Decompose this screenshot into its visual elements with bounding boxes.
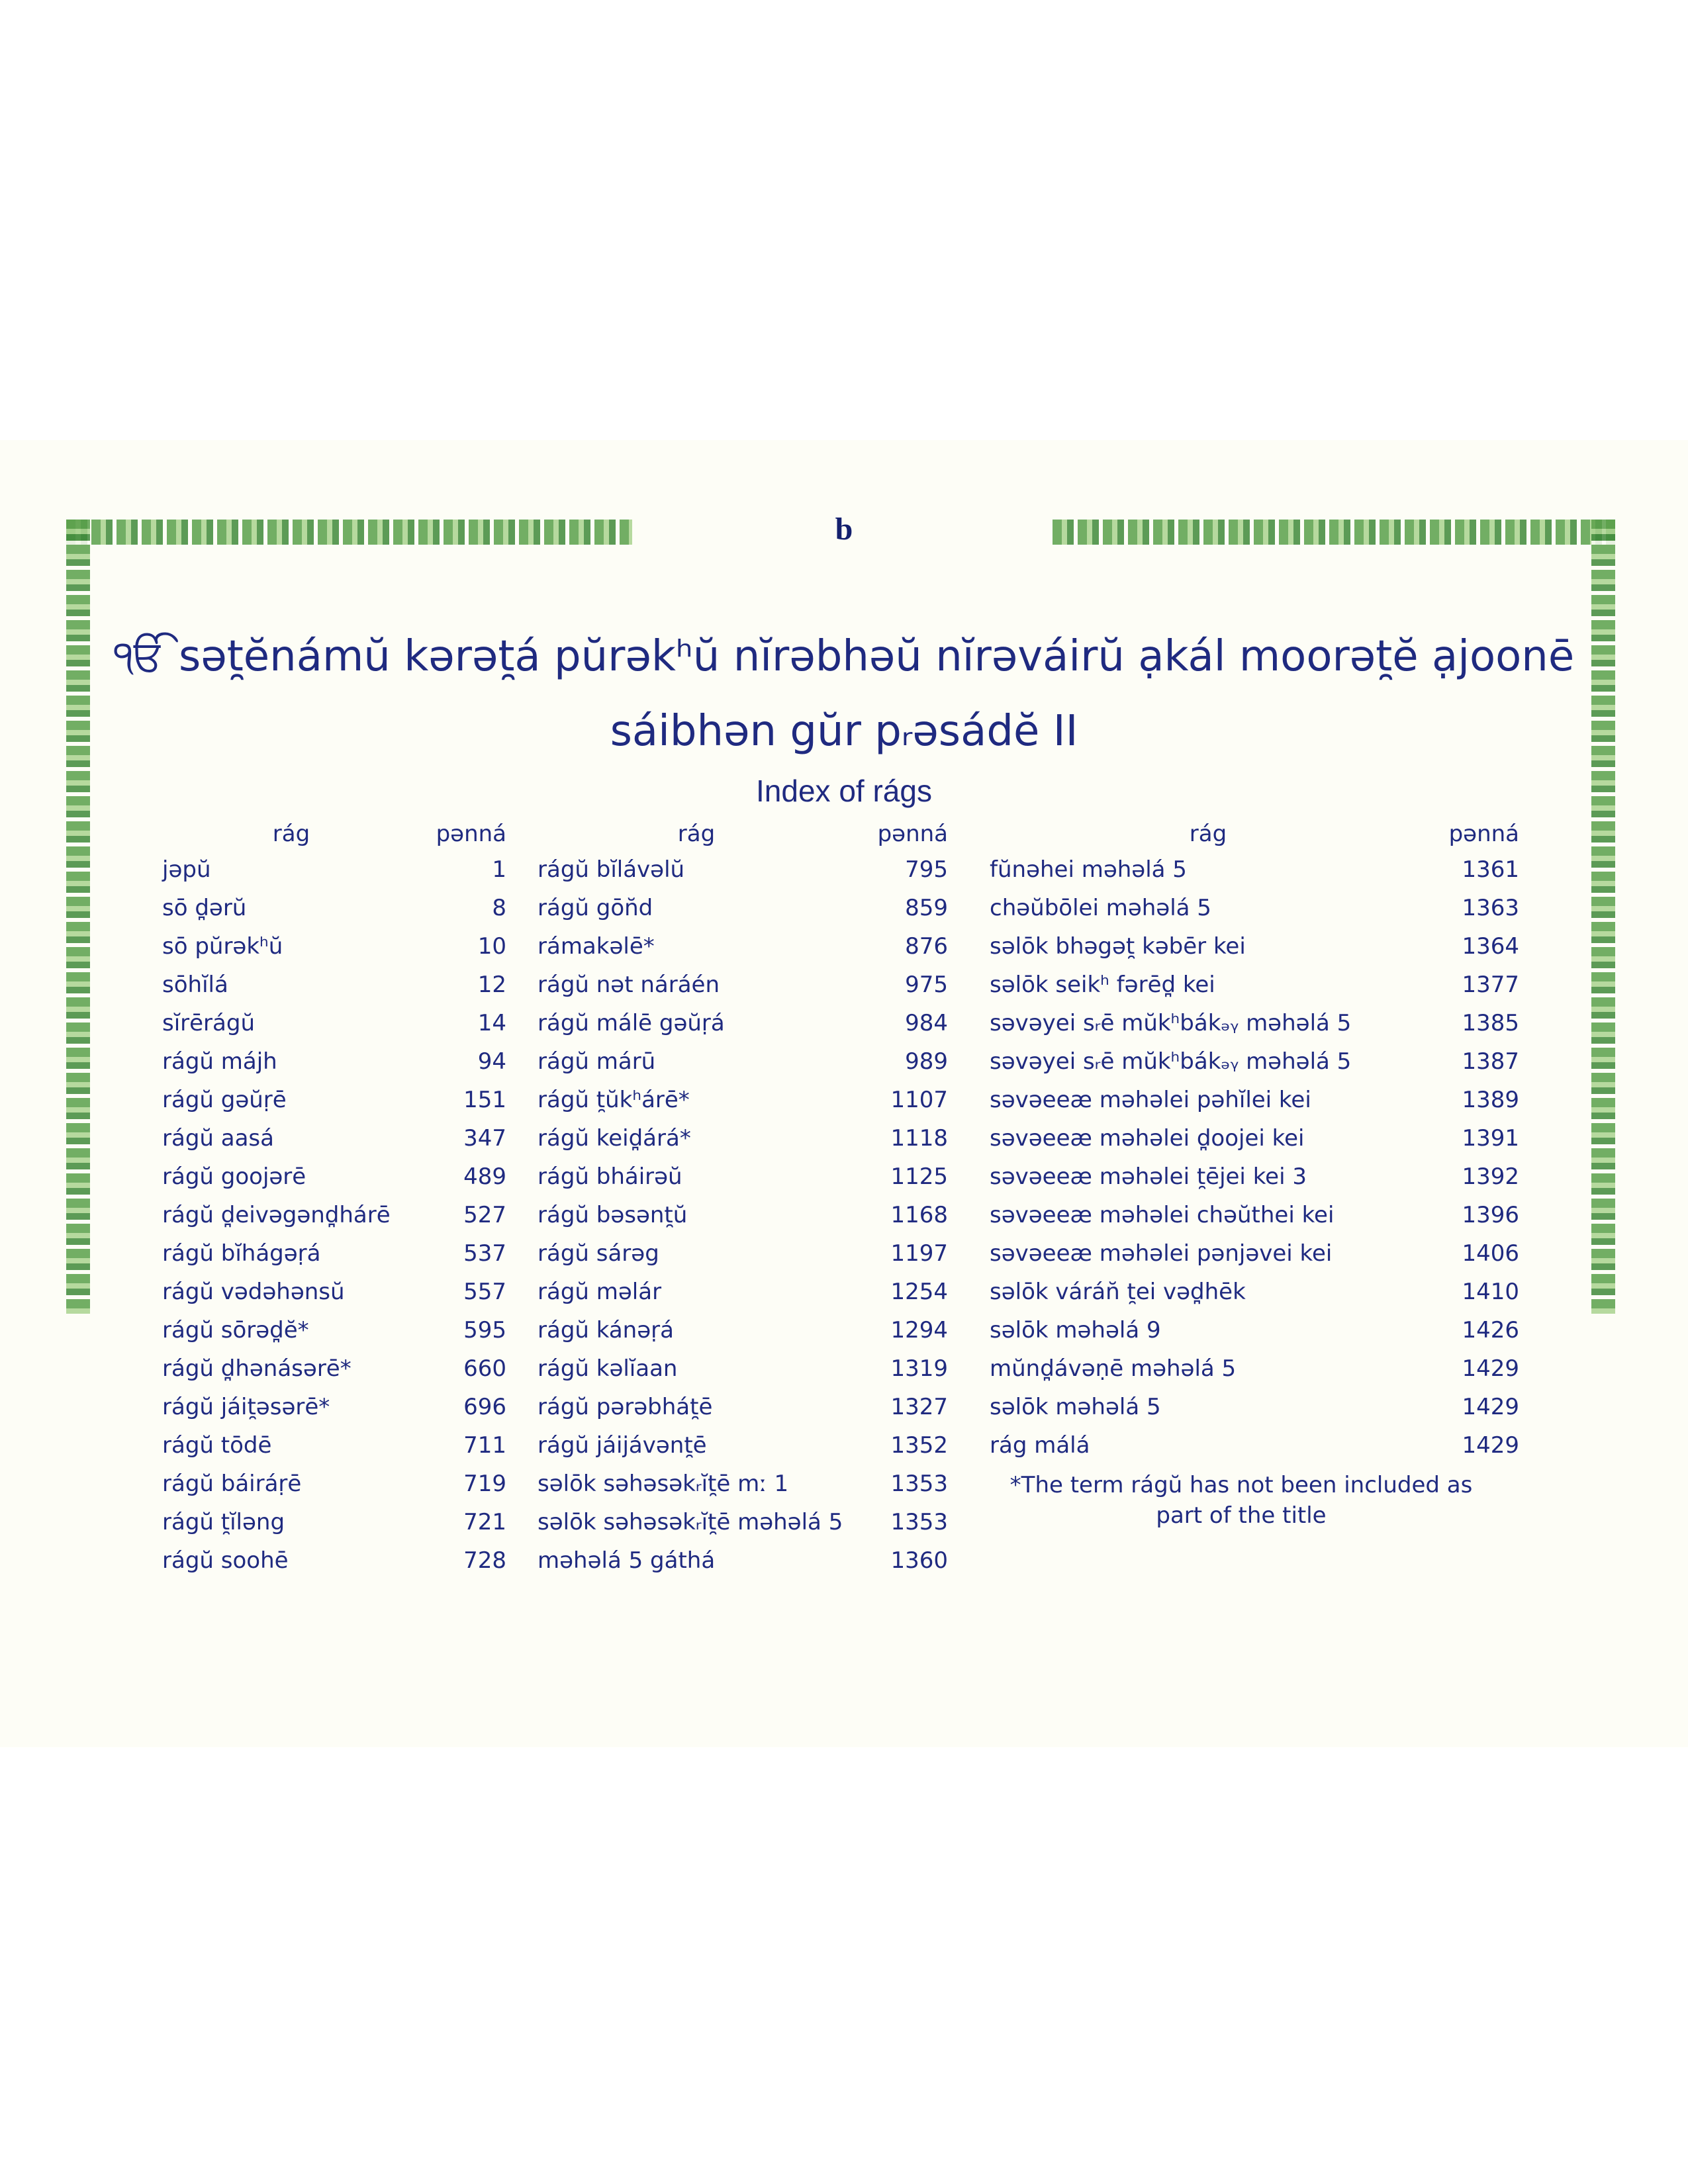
index-row xyxy=(162,1196,506,1234)
rag-name: rágŭ d̪hənásərē* xyxy=(162,1355,352,1382)
index-row xyxy=(538,1465,948,1503)
header-page: pənná xyxy=(436,821,506,847)
page-number: 1 xyxy=(492,856,506,883)
index-row xyxy=(990,1081,1519,1119)
index-row xyxy=(990,1426,1519,1465)
page-number: 1377 xyxy=(1462,972,1519,998)
rag-name: rágŭ jáit̯əsərē* xyxy=(162,1394,330,1420)
page-number: 1396 xyxy=(1462,1202,1519,1228)
rag-name: səlōk səhəsəkᵣĭt̯ē mː 1 xyxy=(538,1471,789,1497)
index-row xyxy=(990,889,1519,927)
page-number: 728 xyxy=(463,1547,506,1574)
index-row xyxy=(538,927,948,966)
index-row xyxy=(162,1042,506,1081)
page-number: 557 xyxy=(463,1279,506,1305)
page-number: 795 xyxy=(905,856,948,883)
header-page: pənná xyxy=(877,821,948,847)
index-row xyxy=(990,1388,1519,1426)
page-number: 719 xyxy=(463,1471,506,1497)
rag-name: səlōk várán̆ t̯ei vəd̪hēk xyxy=(990,1279,1246,1305)
header-rag: rág xyxy=(1189,821,1227,847)
index-row xyxy=(162,850,506,889)
index-title: Index of rágs xyxy=(756,774,932,808)
index-row xyxy=(538,1426,948,1465)
page-number: 489 xyxy=(463,1163,506,1190)
page-number: 527 xyxy=(463,1202,506,1228)
page-number: 1406 xyxy=(1462,1240,1519,1267)
header-rag: rág xyxy=(677,821,716,847)
rag-name: rágŭ bĭlávəlŭ xyxy=(538,856,685,883)
index-row xyxy=(538,966,948,1004)
index-row xyxy=(990,850,1519,889)
page-number: 1426 xyxy=(1462,1317,1519,1343)
page-number: 1363 xyxy=(1462,895,1519,921)
page-number: 1107 xyxy=(890,1087,948,1113)
rag-name: rámakəlē* xyxy=(538,933,655,960)
index-row xyxy=(162,1311,506,1349)
index-row xyxy=(162,1234,506,1273)
rag-name: rágŭ sōrəd̪ĕ* xyxy=(162,1317,309,1343)
page-number: 660 xyxy=(463,1355,506,1382)
rag-name: səlōk seikʰ fərēd̪ kei xyxy=(990,972,1215,998)
index-row xyxy=(162,1349,506,1388)
rag-name: səvəeeæ məhəlei pənjəvei kei xyxy=(990,1240,1333,1267)
page-number: 10 xyxy=(477,933,506,960)
index-row xyxy=(538,1273,948,1311)
rag-name: rágŭ báiráṛē xyxy=(162,1471,302,1497)
rag-name: rágŭ kəlĭaan xyxy=(538,1355,678,1382)
rag-name: rágŭ keid̪árá* xyxy=(538,1125,691,1152)
page-number: 1360 xyxy=(890,1547,948,1574)
rag-name: rágŭ gəŭṛē xyxy=(162,1087,287,1113)
index-row xyxy=(162,1388,506,1426)
page-number: 94 xyxy=(477,1048,506,1075)
index-row xyxy=(162,1004,506,1042)
rag-name: mŭnd̪ávəṇē məhəlá 5 xyxy=(990,1355,1237,1382)
index-row xyxy=(990,1042,1519,1081)
rag-name: rágŭ márū xyxy=(538,1048,656,1075)
index-row xyxy=(538,1349,948,1388)
page-number: 711 xyxy=(463,1432,506,1459)
index-row xyxy=(162,1158,506,1196)
page-number: 1410 xyxy=(1462,1279,1519,1305)
page-number: 1319 xyxy=(890,1355,948,1382)
index-row xyxy=(538,1541,948,1580)
page-number: 595 xyxy=(463,1317,506,1343)
page-number: 347 xyxy=(463,1125,506,1152)
rag-name: rágŭ sárəg xyxy=(538,1240,659,1267)
rag-name: səlōk bhəgət̯ kəbēr kei xyxy=(990,933,1246,960)
rag-name: rágŭ nət náráén xyxy=(538,972,720,998)
page-number: 1392 xyxy=(1462,1163,1519,1190)
index-row xyxy=(162,1426,506,1465)
index-row xyxy=(538,1081,948,1119)
page-letter: b xyxy=(835,512,853,547)
invocation-line-2: sáibhən gŭr pᵣəsádĕ II xyxy=(610,707,1078,756)
page-number: 1389 xyxy=(1462,1087,1519,1113)
rag-name: rágŭ bĭhágəṛá xyxy=(162,1240,321,1267)
rag-name: səvəeeæ məhəlei d̪oojei kei xyxy=(990,1125,1305,1152)
index-row xyxy=(162,1541,506,1580)
page-number: 1352 xyxy=(890,1432,948,1459)
rag-name: rágŭ t̯ĭləng xyxy=(162,1509,285,1535)
page-number: 984 xyxy=(905,1010,948,1036)
rag-name: rágŭ aasá xyxy=(162,1125,274,1152)
index-row xyxy=(538,1119,948,1158)
page-number: 1168 xyxy=(890,1202,948,1228)
rag-name: rágŭ t̯ŭkʰárē* xyxy=(538,1087,690,1113)
index-column-3 xyxy=(990,817,1519,1531)
page-number: 989 xyxy=(905,1048,948,1075)
page-number: 1387 xyxy=(1462,1048,1519,1075)
rag-name: səvəeeæ məhəlei chəŭthei kei xyxy=(990,1202,1335,1228)
floral-border-right xyxy=(1591,520,1615,1314)
rag-name: rágŭ gōn̆d xyxy=(538,895,653,921)
rag-name: rágŭ soohē xyxy=(162,1547,289,1574)
page-number: 721 xyxy=(463,1509,506,1535)
rag-name: rágŭ tōdē xyxy=(162,1432,272,1459)
page-number: 1385 xyxy=(1462,1010,1519,1036)
page-number: 151 xyxy=(463,1087,506,1113)
footnote: *The term rágŭ has not been included as part of the title xyxy=(1009,1472,1473,1529)
header-rag: rág xyxy=(272,821,310,847)
index-row xyxy=(538,1042,948,1081)
page-number: 1429 xyxy=(1462,1394,1519,1420)
index-column-2 xyxy=(538,817,948,1580)
page-number: 1254 xyxy=(890,1279,948,1305)
page-number: 12 xyxy=(477,972,506,998)
page-number: 1327 xyxy=(890,1394,948,1420)
floral-border-top-right xyxy=(1053,520,1615,545)
index-row xyxy=(162,1081,506,1119)
rag-name: məhəlá 5 gáthá xyxy=(538,1547,716,1574)
page-number: 1125 xyxy=(890,1163,948,1190)
column-header xyxy=(990,817,1519,850)
index-row xyxy=(990,1311,1519,1349)
index-row xyxy=(990,927,1519,966)
rag-name: səvəeeæ məhəlei pəhĭlei kei xyxy=(990,1087,1311,1113)
rag-name: rágŭ málē gəŭṛá xyxy=(538,1010,725,1036)
index-row xyxy=(162,1503,506,1541)
rag-name: səlōk məhəlá 9 xyxy=(990,1317,1161,1343)
column-header xyxy=(538,817,948,850)
rag-name: səvəeeæ məhəlei t̯ējei kei 3 xyxy=(990,1163,1307,1190)
index-row xyxy=(538,850,948,889)
rag-name: rágŭ vədəhənsŭ xyxy=(162,1279,345,1305)
rag-name: sō d̪ərŭ xyxy=(162,895,247,921)
index-row xyxy=(990,1349,1519,1388)
index-row xyxy=(990,1234,1519,1273)
rag-name: jəpŭ xyxy=(162,856,211,883)
invocation-line-1: ੴ sət̯ĕnámŭ kərət̯á pŭrəkʰŭ nĭrəbhəŭ nĭrəváirŭ ạkál moorət̯ĕ ạjoonē xyxy=(113,632,1575,681)
floral-border-left xyxy=(66,520,90,1314)
index-row xyxy=(990,1004,1519,1042)
index-row xyxy=(538,1004,948,1042)
page-number: 14 xyxy=(477,1010,506,1036)
rag-name: chəŭbōlei məhəlá 5 xyxy=(990,895,1211,921)
rag-name: rágŭ bháirəŭ xyxy=(538,1163,682,1190)
page-number: 1353 xyxy=(890,1471,948,1497)
rag-name: rágŭ məlár xyxy=(538,1279,662,1305)
rag-name: rágŭ jáijávənt̯ē xyxy=(538,1432,707,1459)
header-page: pənná xyxy=(1448,821,1519,847)
index-row xyxy=(538,1388,948,1426)
rag-name: fŭnəhei məhəlá 5 xyxy=(990,856,1187,883)
index-row xyxy=(538,1196,948,1234)
index-row xyxy=(162,1119,506,1158)
page-number: 1118 xyxy=(890,1125,948,1152)
page-number: 1294 xyxy=(890,1317,948,1343)
rag-name: səlōk səhəsəkᵣĭt̯ē məhəlá 5 xyxy=(538,1509,843,1535)
rag-name: rágŭ májh xyxy=(162,1048,277,1075)
index-row xyxy=(538,889,948,927)
page-number: 859 xyxy=(905,895,948,921)
rag-name: rágŭ bəsənt̯ŭ xyxy=(538,1202,688,1228)
page-number: 696 xyxy=(463,1394,506,1420)
index-row xyxy=(990,1196,1519,1234)
index-row xyxy=(162,966,506,1004)
page-number: 1429 xyxy=(1462,1432,1519,1459)
rag-name: səvəyei sᵣē mŭkʰbákₔᵧ məhəlá 5 xyxy=(990,1010,1352,1036)
index-row xyxy=(990,1273,1519,1311)
index-row xyxy=(162,889,506,927)
rag-name: rág málá xyxy=(990,1432,1090,1459)
index-row xyxy=(538,1234,948,1273)
rag-name: səvəyei sᵣē mŭkʰbákₔᵧ məhəlá 5 xyxy=(990,1048,1352,1075)
index-row xyxy=(162,1465,506,1503)
rag-name: səlōk məhəlá 5 xyxy=(990,1394,1161,1420)
page-number: 1429 xyxy=(1462,1355,1519,1382)
page-number: 1197 xyxy=(890,1240,948,1267)
index-row xyxy=(538,1158,948,1196)
index-row xyxy=(162,927,506,966)
page-number: 1353 xyxy=(890,1509,948,1535)
page-number: 537 xyxy=(463,1240,506,1267)
rag-name: sō pŭrəkʰŭ xyxy=(162,933,283,960)
index-column-1 xyxy=(162,817,506,1580)
rag-name: rágŭ goojərē xyxy=(162,1163,306,1190)
rag-name: sĭrērágŭ xyxy=(162,1010,256,1036)
index-row xyxy=(162,1273,506,1311)
index-row xyxy=(990,966,1519,1004)
index-row xyxy=(990,1119,1519,1158)
rag-name: rágŭ pərəbhát̯ē xyxy=(538,1394,713,1420)
page-number: 1364 xyxy=(1462,933,1519,960)
index-row xyxy=(990,1158,1519,1196)
index-row xyxy=(538,1503,948,1541)
rag-name: rágŭ kánəṛá xyxy=(538,1317,674,1343)
column-header xyxy=(162,817,506,850)
page-number: 1391 xyxy=(1462,1125,1519,1152)
page-number: 8 xyxy=(492,895,506,921)
page-number: 975 xyxy=(905,972,948,998)
rag-name: rágŭ d̪eivəgənd̪hárē xyxy=(162,1202,391,1228)
floral-border-top-left xyxy=(66,520,632,545)
page-number: 876 xyxy=(905,933,948,960)
rag-name: sōhĭlá xyxy=(162,972,228,998)
page-number: 1361 xyxy=(1462,856,1519,883)
index-row xyxy=(538,1311,948,1349)
